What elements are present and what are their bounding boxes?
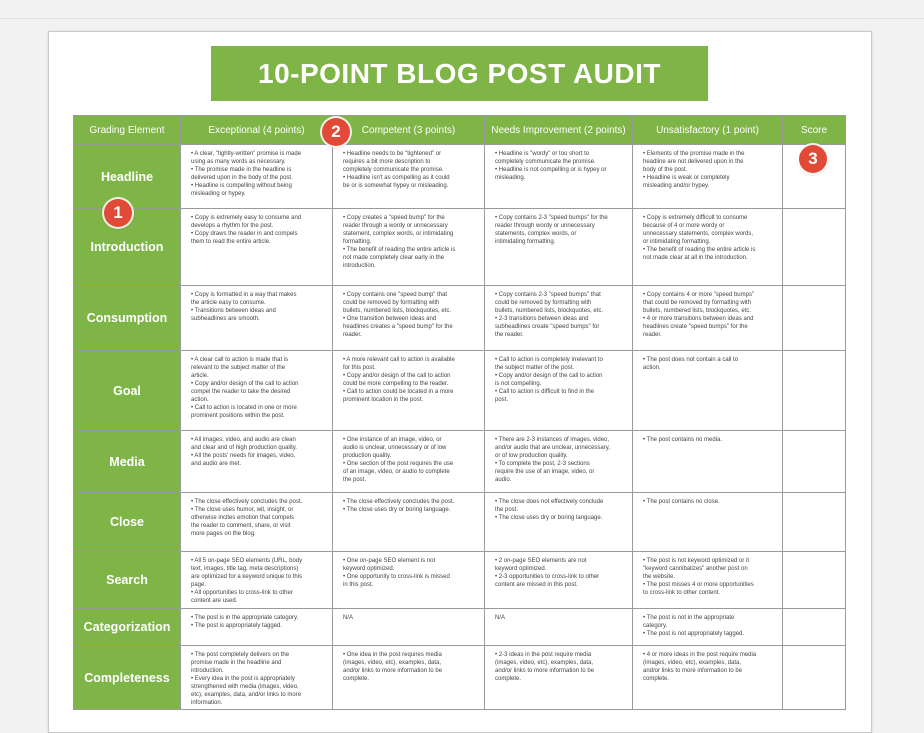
top-divider [0,18,924,19]
criteria-line: • One opportunity to cross-link is missed [343,574,450,580]
criteria-line: • The close effectively concludes the post. [191,499,303,505]
criteria-cell [333,209,485,286]
criteria-line: • The promise made in the headline is [191,167,292,173]
criteria-line: • One section of the post requires the use [343,461,454,467]
criteria-line: • Copy contains 2-3 "speed bumps" that [495,292,601,298]
criteria-line: not made clear at all in the introduction. [643,255,748,261]
criteria-line: • One on-page SEO element is not [343,558,436,564]
criteria-line: requires a bit more description to [343,159,431,165]
criteria-line: prominent positions within the post. [191,413,285,419]
criteria-line: keyword optimized. [495,566,547,572]
criteria-line: prominent location in the post. [343,397,424,403]
criteria-cell [485,286,633,351]
criteria-line: content are used. [191,598,238,604]
criteria-line: reader through wordy or unnecessary [495,223,595,229]
criteria-line: or intimidating formatting. [643,239,711,245]
criteria-line: • The benefit of reading the entire article is [643,247,756,253]
criteria-cell [633,493,783,552]
criteria-line: • Headline is weak or completely [643,175,730,181]
criteria-line: reader through a wordy or unnecessary [343,223,448,229]
criteria-line: action. [643,365,661,371]
criteria-cell [181,609,333,646]
criteria-cell [485,646,633,710]
criteria-cell [633,145,783,209]
criteria-line: headlines creates a "speed bump" for the [343,324,453,330]
criteria-line: • 2-3 ideas in the post require media [495,652,592,658]
criteria-line: bullets, numbered lists, blockquotes, etc. [643,308,752,314]
criteria-line: • Copy creates a "speed bump" for the [343,215,445,221]
criteria-cell [633,209,783,286]
criteria-line: action. [191,397,209,403]
criteria-cell [633,552,783,609]
criteria-cell [181,552,333,609]
header-score: Score [783,116,846,145]
criteria-cell [333,286,485,351]
criteria-line: otherwise incites emotion that compels [191,515,295,521]
criteria-line: • Call to action is completely irrelevant to [495,357,603,363]
criteria-line: • Copy contains one "speed bump" that [343,292,448,298]
criteria-line: • All the posts' needs for images, video, [191,453,296,459]
grading-element-label: Media [74,431,181,493]
criteria-cell [181,431,333,493]
criteria-line: headlines create "speed bumps" for the [643,324,748,330]
criteria-line: completely communicate the promise. [343,167,444,173]
criteria-line: • The post is not keyword optimized or it [643,558,750,564]
criteria-line: the reader. [495,332,524,338]
criteria-line: • Copy contains 4 or more "speed bumps" [643,292,755,298]
table-row [74,209,846,286]
criteria-cell [485,552,633,609]
score-cell[interactable] [783,493,846,552]
criteria-line: • One idea in the post requires media [343,652,442,658]
criteria-line: • A more relevant call to action is available [343,357,455,363]
table-row [74,431,846,493]
criteria-line: • Elements of the promise made in the [643,151,745,157]
grading-element-label: Headline [74,145,181,209]
table-header-row [74,116,846,145]
criteria-line: • Copy and/or design of the call to action [343,373,451,379]
grading-element-label: Goal [74,351,181,431]
criteria-line: that could be removed by formatting with [643,300,752,306]
grading-element-label: Consumption [74,286,181,351]
criteria-line: "keyword cannibalizes" another post on [643,566,748,572]
criteria-line: more pages on the blog. [191,531,256,537]
criteria-line: • A clear, "tightly-written" promise is made [191,151,302,157]
criteria-line: introduction. [191,668,224,674]
criteria-line: • Copy and/or design of the call to action [191,381,299,387]
criteria-line: strengthened with media (images, video, [191,684,299,690]
step-badge-3: 3 [799,145,827,173]
criteria-line: them to read the entire article. [191,239,271,245]
criteria-cell [485,209,633,286]
criteria-line: (images, video, etc), examples, data, [643,660,742,666]
criteria-line: complete. [343,676,370,682]
criteria-cell [333,552,485,609]
criteria-line: • Copy is extremely easy to consume and [191,215,302,221]
criteria-line: (images, video, etc), examples, data, [343,660,442,666]
table-row [74,286,846,351]
criteria-line: • 2 on-page SEO elements are not [495,558,587,564]
criteria-line: • Transitions between ideas and [191,308,276,314]
criteria-line: require the use of an image, video, or [495,469,595,475]
criteria-line: N/A [495,615,506,621]
criteria-line: • Every idea in the post is appropriately [191,676,295,682]
criteria-line: bullets, numbered lists, blockquotes, etc. [343,308,452,314]
criteria-cell [333,351,485,431]
criteria-line: promise made in the headline and [191,660,282,666]
criteria-line: the subject matter of the post. [495,365,575,371]
criteria-line: • The post contains no media. [643,437,723,443]
criteria-line: • A clear call to action is made that is [191,357,289,363]
criteria-line: subheadlines create "speed bumps" for [495,324,600,330]
criteria-cell [633,351,783,431]
criteria-line: • The close does not effectively conclude [495,499,604,505]
score-cell[interactable] [783,646,846,710]
criteria-line: misleading and/or hypey. [643,183,710,189]
criteria-line: • Call to action could be located in a more [343,389,454,395]
criteria-line: the reader to comment, share, or visit [191,523,291,529]
header-grading-element: Grading Element [74,116,181,145]
table-row [74,145,846,209]
criteria-line: (images, video, etc), examples, data, [495,660,594,666]
criteria-line: • 4 or more ideas in the post require media [643,652,757,658]
criteria-line: • Copy and/or design of the call to action [495,373,603,379]
grading-element-label: Close [74,493,181,552]
score-cell[interactable] [783,609,846,646]
criteria-line: • The benefit of reading the entire article is [343,247,456,253]
criteria-line: category. [643,623,668,629]
criteria-cell [633,609,783,646]
score-cell[interactable] [783,552,846,609]
criteria-line: reader. [343,332,362,338]
criteria-line: production quality. [343,453,392,459]
criteria-line: • 2-3 transitions between ideas and [495,316,589,322]
audit-sheet [48,31,872,733]
criteria-line: • The post is appropriately tagged. [191,623,283,629]
criteria-line: N/A [343,615,354,621]
score-cell[interactable] [783,351,846,431]
score-cell[interactable] [783,431,846,493]
criteria-line: the article easy to consume. [191,300,266,306]
criteria-line: page. [191,582,207,588]
criteria-line: keyword optimized. [343,566,395,572]
criteria-line: and audio are met. [191,461,242,467]
criteria-cell [181,209,333,286]
criteria-line: post. [495,397,509,403]
criteria-line: subheadlines are smooth. [191,316,260,322]
criteria-line: • The post is not in the appropriate [643,615,735,621]
criteria-line: could be removed by formatting with [495,300,592,306]
criteria-cell [333,646,485,710]
table-row [74,609,846,646]
audit-title-banner: 10-POINT BLOG POST AUDIT [211,46,708,101]
criteria-cell [485,351,633,431]
criteria-line: statement, complex words, or intimidating [343,231,454,237]
grading-element-label: Introduction [74,209,181,286]
criteria-line: • The post is not appropriately tagged. [643,631,745,637]
grading-element-label: Search [74,552,181,609]
criteria-cell [181,145,333,209]
criteria-line: bullets, numbered lists, blockquotes, etc. [495,308,604,314]
criteria-line: etc), examples, data, and/or links to more [191,692,302,698]
criteria-line: • The post is in the appropriate category. [191,615,299,621]
criteria-cell [181,646,333,710]
step-badge-2: 2 [322,118,350,146]
criteria-line: • One transition between ideas and [343,316,437,322]
criteria-cell [485,493,633,552]
criteria-line: develops a rhythm for the post. [191,223,274,229]
criteria-line: misleading. [495,175,526,181]
criteria-line: and/or audio that are unclear, unnecessary, [495,445,610,451]
criteria-line: • All 5 on-page SEO elements (URL, body [191,558,303,564]
criteria-line: • 4 or more transitions between ideas and [643,316,754,322]
criteria-cell [333,431,485,493]
table-row [74,351,846,431]
criteria-cell [485,145,633,209]
criteria-line: reader. [643,332,662,338]
criteria-cell [633,646,783,710]
criteria-line: the post. [495,507,519,513]
criteria-cell [485,609,633,646]
criteria-line: to cross-link to other content. [643,590,721,596]
criteria-line: • Copy is extremely difficult to consume [643,215,748,221]
criteria-line: • To complete the post, 2-3 sections [495,461,590,467]
criteria-line: not made completely clear early in the [343,255,445,261]
criteria-line: • One instance of an image, video, or [343,437,442,443]
criteria-cell [485,431,633,493]
header-competent: Competent (3 points) [333,116,485,145]
criteria-line: and/or links to more information to be [343,668,443,674]
criteria-line: article. [191,373,209,379]
criteria-line: unnecessary statements, complex words, [643,231,754,237]
criteria-line: could be more compelling to the reader. [343,381,449,387]
criteria-line: body of the post. [643,167,688,173]
criteria-line: • Copy is formatted in a way that makes [191,292,297,298]
criteria-line: • Headline is compelling without being [191,183,292,189]
table-row [74,646,846,710]
criteria-line: intimidating formatting. [495,239,556,245]
criteria-line: • Headline is "wordy" or too short to [495,151,590,157]
criteria-cell [181,351,333,431]
criteria-line: • The post completely delivers on the [191,652,290,658]
criteria-line: be or is somewhat hypey or misleading. [343,183,449,189]
criteria-line: completely communicate the promise. [495,159,596,165]
criteria-line: misleading or hypey. [191,191,246,197]
criteria-line: text, images, title tag, meta descriptions) [191,566,299,572]
criteria-line: statements, complex words, or [495,231,577,237]
criteria-line: could be removed by formatting with [343,300,440,306]
criteria-line: content are missed in this post. [495,582,578,588]
criteria-line: complete. [495,676,522,682]
criteria-line: delivered upon in the body of the post. [191,175,293,181]
criteria-line: relevant to the subject matter of the [191,365,286,371]
header-exceptional: Exceptional (4 points) [181,116,333,145]
criteria-line: audio is unclear, unnecessary or of low [343,445,447,451]
criteria-cell [333,145,485,209]
criteria-line: • The post contains no close. [643,499,720,505]
criteria-cell [333,609,485,646]
criteria-line: • Headline is not compelling or is hypey or [495,167,607,173]
criteria-line: • The close effectively concludes the post. [343,499,455,505]
grading-element-label: Categorization [74,609,181,646]
criteria-line: • The close uses dry or boring language. [495,515,603,521]
criteria-cell [181,493,333,552]
criteria-line: or of low production quality. [495,453,568,459]
table-row [74,493,846,552]
table-row [74,552,846,609]
step-badge-1: 1 [104,199,132,227]
criteria-cell [333,493,485,552]
criteria-line: and clear and of high production quality. [191,445,297,451]
criteria-line: • Headline needs to be "tightened" or [343,151,442,157]
criteria-line: • The close uses dry or boring language. [343,507,451,513]
header-unsatisfactory: Unsatisfactory (1 point) [633,116,783,145]
criteria-line: • Headline isn't as compelling as it could [343,175,450,181]
criteria-cell [181,286,333,351]
criteria-line: the website. [643,574,676,580]
criteria-line: • Call to action is located in one or more [191,405,297,411]
criteria-line: • Copy contains 2-3 "speed bumps" for the [495,215,608,221]
criteria-line: introduction. [343,263,376,269]
grading-element-label: Completeness [74,646,181,710]
criteria-line: • The post misses 4 or more opportunities [643,582,754,588]
criteria-line: information. [191,700,223,706]
criteria-line: for this post. [343,365,376,371]
score-cell[interactable] [783,286,846,351]
criteria-line: • The post does not contain a call to [643,357,739,363]
criteria-line: is not compelling. [495,381,542,387]
criteria-cell [633,286,783,351]
criteria-line: • 2-3 opportunities to cross-link to other [495,574,600,580]
criteria-line: complete. [643,676,670,682]
criteria-line: are optimized for a keyword unique to this [191,574,303,580]
criteria-line: because of 4 or more wordy or [643,223,725,229]
audit-rubric-table [73,115,846,710]
criteria-line: and/or links to more information to be [495,668,595,674]
header-needs-improvement: Needs Improvement (2 points) [485,116,633,145]
criteria-line: • There are 2-3 instances of images, video, [495,437,610,443]
criteria-line: compel the reader to take the desired [191,389,291,395]
criteria-cell [633,431,783,493]
criteria-line: of an image, video, or audio to complete [343,469,450,475]
criteria-line: • Copy draws the reader in and compels [191,231,298,237]
score-cell[interactable] [783,209,846,286]
criteria-line: headline are not delivered upon in the [643,159,744,165]
criteria-line: audio. [495,477,512,483]
criteria-line: • All opportunities to cross-link to other [191,590,293,596]
criteria-line: • The close uses humor, wit, insight, or [191,507,294,513]
criteria-line: using as many words as necessary. [191,159,286,165]
criteria-line: • Call to action is difficult to find in the [495,389,595,395]
criteria-line: in this post. [343,582,374,588]
criteria-line: and/or links to more information to be [643,668,743,674]
criteria-line: • All images, video, and audio are clean [191,437,296,443]
criteria-line: the post. [343,477,367,483]
criteria-line: formatting. [343,239,372,245]
